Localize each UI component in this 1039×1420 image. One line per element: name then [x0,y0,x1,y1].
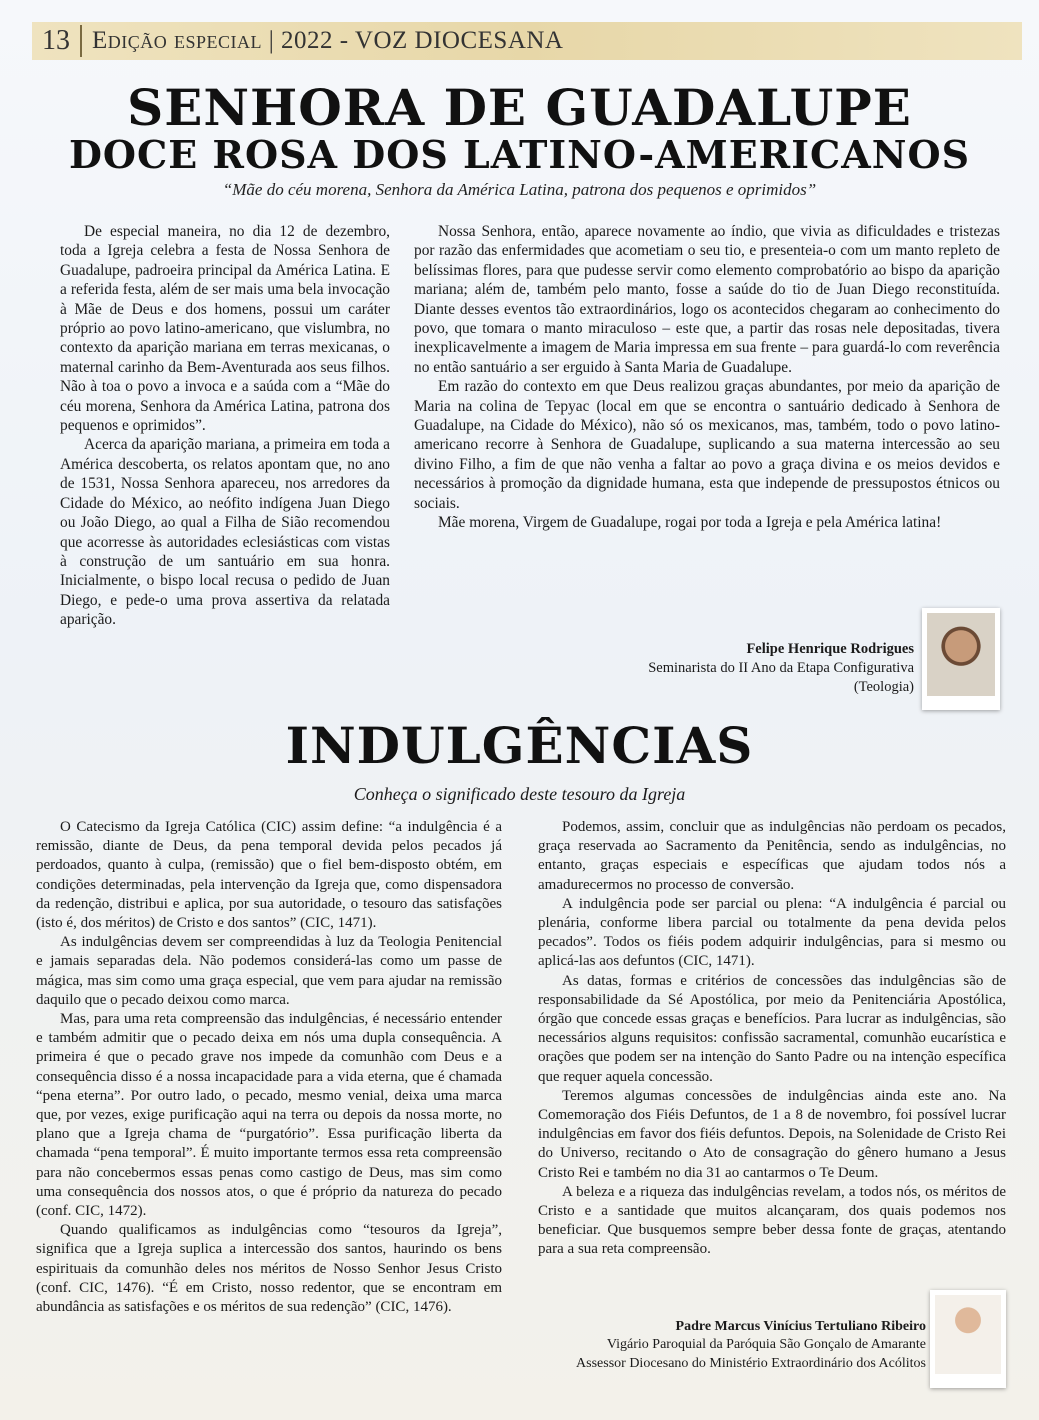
author-name: Padre Marcus Vinícius Tertuliano Ribeiro [675,1319,926,1334]
author-name: Felipe Henrique Rodrigues [746,641,914,657]
author-role: Vigário Paroquial da Paróquia São Gonçalo de Amarante [606,1337,926,1353]
author-role: Seminarista do II Ano da Etapa Configurativa [648,660,914,676]
author-role: (Teologia) [853,679,914,695]
article1-subtitle: DOCE ROSA DOS LATINO-AMERICANOS [68,132,971,177]
page-header [32,22,1022,60]
author-role: Assessor Diocesano do Ministério Extraordinário dos Acólitos [576,1355,926,1371]
paragraph: A indulgência pode ser parcial ou plena: “A indulgência é parcial ou plenária, conforme libera parcial ou totalmente da pena devida pelos pecados”. Todos os fiéis podem adquirir indulgências, para si mesmo ou aplicá-las aos defuntos (CIC, 1471). [538,895,1006,970]
article1-signature [560,640,914,697]
paragraph: A beleza e a riqueza das indulgências revelam, a todos nós, os méritos de Cristo e a santidade que muitos alcançaram, dos quais podemos nos beneficiar. Que busquemos sempre beber dessa fonte de graças, atentando para a sua reta compreensão. [538,1183,1006,1258]
article1-title-block [0,78,1039,200]
article2-column-right [538,818,1006,1260]
article1-tagline: “Mãe do céu morena, Senhora da América Latina, patrona dos pequenos e oprimidos” [222,180,817,199]
publication-title: Edição especial | 2022 - VOZ DIOCESANA [92,27,564,54]
article2-column-left [36,818,502,1317]
paragraph: Podemos, assim, concluir que as indulgências não perdoam os pecados, graça reservada ao Sacramento da Penitência, sendo as indulgências, no entanto, graças especiais e específicas que ajudam todos nós a amadurecermos no processo de conversão. [538,819,1006,893]
paragraph: Acerca da aparição mariana, a primeira em toda a América descoberta, os relatos apontam que, no ano de 1531, Nossa Senhora apareceu, nos arredores da Cidade do México, ao neófito indígena Juan Diego ou João Diego, ao qual a Filha de Sião recomendou que acorresse às autoridades eclesiásticas com vistas à construção de um santuário em sua honra. Inicialmente, o bispo local recusa o pedido de Juan Diego, e pede-o uma prova assertiva da relatada aparição. [60,436,390,629]
page-number: 13 [32,25,82,57]
paragraph: De especial maneira, no dia 12 de dezembro, toda a Igreja celebra a festa de Nossa Senhora de Guadalupe, padroeira principal da América Latina. E a referida festa, além de ser mais uma bela invocação à Mãe de Deus e dos homens, possui um caráter próprio ao povo latino-americano, que vislumbra, no contexto da aparição mariana em terras mexicanas, o maternal carinho da Bem-Aventurada aos seus filhos. Não à toa o povo a invoca e a saúda com a “Mãe do céu morena, Senhora da América Latina, patrona dos pequenos e oprimidos”. [60,223,390,435]
paragraph: Mãe morena, Virgem de Guadalupe, rogai por toda a Igreja e pela América latina! [438,514,942,532]
paragraph: Mas, para uma reta compreensão das indulgências, é necessário entender e também admitir que o pecado deixa em nós uma dupla consequência. A primeira é que o pecado grave nos impede da comunhão com Deus e a consequência disso é a nossa incapacidade para a vida eterna, que é chamada “pena eterna”. Por outro lado, o pecado, mesmo venial, deixa uma marca que, por vezes, exige purificação aqui na terra ou depois da nossa morte, no plano que a Igreja chama de “purgatório”. Essa purificação liberta da chamada “pena temporal”. É muito importante termos essa reta compreensão para não concebermos essas penas como castigo de Deus, mas sim como uma consequência dos nossos atos, o que é próprio da natureza do pecado (conf. CIC, 1472). [36,1011,502,1220]
article2-title: INDULGÊNCIAS [285,716,754,775]
paragraph: Quando qualificamos as indulgências como “tesouros da Igreja”, significa que a Igreja suplica a intercessão dos santos, haurindo os bens espirituais da comunhão deles nos méritos de Nosso Senhor Jesus Cristo (conf. CIC, 1476). “É em Cristo, nosso redentor, que se encontram em abundância as satisfações e os méritos de sua redenção” (CIC, 1476). [36,1222,502,1316]
article2-signature [520,1318,926,1373]
paragraph: Nossa Senhora, então, aparece novamente ao índio, que vivia as dificuldades e tristezas por razão das enfermidades que acometiam o seu tio, e presenteia-o com um manto repleto de belíssimas flores, para que pudesse servir como elemento comprobatório ao bispo da aparição mariana; além de, também pelo manto, fosse a saúde do tio de Juan Diego reconstituída. Diante desses eventos tão extraordinários, logo os acontecidos chegaram ao conhecimento do povo, que tomara o manto miraculoso – este que, a partir das rosas nele depositadas, tivera inexplicavelmente a imagem de Maria impressa em sua frente – para guardá-lo com reverência no então santuário a ser erguido à Santa Maria de Guadalupe. [414,223,1000,376]
paragraph: As indulgências devem ser compreendidas à luz da Teologia Penitencial e jamais separadas dela. Não podemos considerá-las como um passe de mágica, mas sim como uma graça especial, que vem para ajudar na remissão daquilo que o pecado deixou como marca. [36,934,502,1008]
author-photo [922,608,1000,710]
article1-column-right [414,222,1000,533]
paragraph: O Catecismo da Igreja Católica (CIC) assim define: “a indulgência é a remissão, diante de Deus, da pena temporal devida pelos pecados já perdoados, quanto à culpa, (remissão) que o fiel bem-disposto obtém, em condições determinadas, pela intervenção da Igreja que, como dispensadora da redenção, distribui e aplica, por sua autoridade, o tesouro das satisfações (isto é, dos méritos) de Cristo e dos santos” (CIC, 1471). [36,819,502,932]
article1-title: SENHORA DE GUADALUPE [127,78,912,137]
paragraph: Em razão do contexto em que Deus realizou graças abundantes, por meio da aparição de Maria na colina de Tepyac (local em que se encontra o santuário dedicado à Senhora de Guadalupe, na Cidade do México), não só os mexicanos, mas, também, todo o povo latino-americano recorre à Senhora de Guadalupe, suplicando a sua materna intercessão ao seu divino Filho, a fim de que não venha a faltar ao povo a graça divina e os meios devidos e necessários à promoção da dignidade humana, esta que independe de pressupostos étnicos ou sociais. [414,378,1000,512]
author-photo [930,1290,1006,1388]
paragraph: As datas, formas e critérios de concessões das indulgências são de responsabilidade da Sé Apostólica, por meio da Penitenciária Apostólica, órgão que concede essas graças e benefícios. Para lucrar as indulgências, são necessários alguns requisitos: confissão sacramental, comunhão eucarística e orações que podem ser na intenção do Santo Padre ou na intenção específica que requer aquela concessão. [538,972,1006,1085]
article2-tagline: Conheça o significado deste tesouro da Igreja [353,784,686,804]
paragraph: Teremos algumas concessões de indulgências ainda este ano. Na Comemoração dos Fiéis Defuntos, de 1 a 8 de novembro, foi possível lucrar indulgências em favor dos fiéis defuntos. Depois, na Solenidade de Cristo Rei do Universo, recitando o Ato de consagração do gênero humano a Jesus Cristo Rei e também no dia 31 ao cantarmos o Te Deum. [538,1087,1006,1181]
article1-column-left [60,222,390,630]
